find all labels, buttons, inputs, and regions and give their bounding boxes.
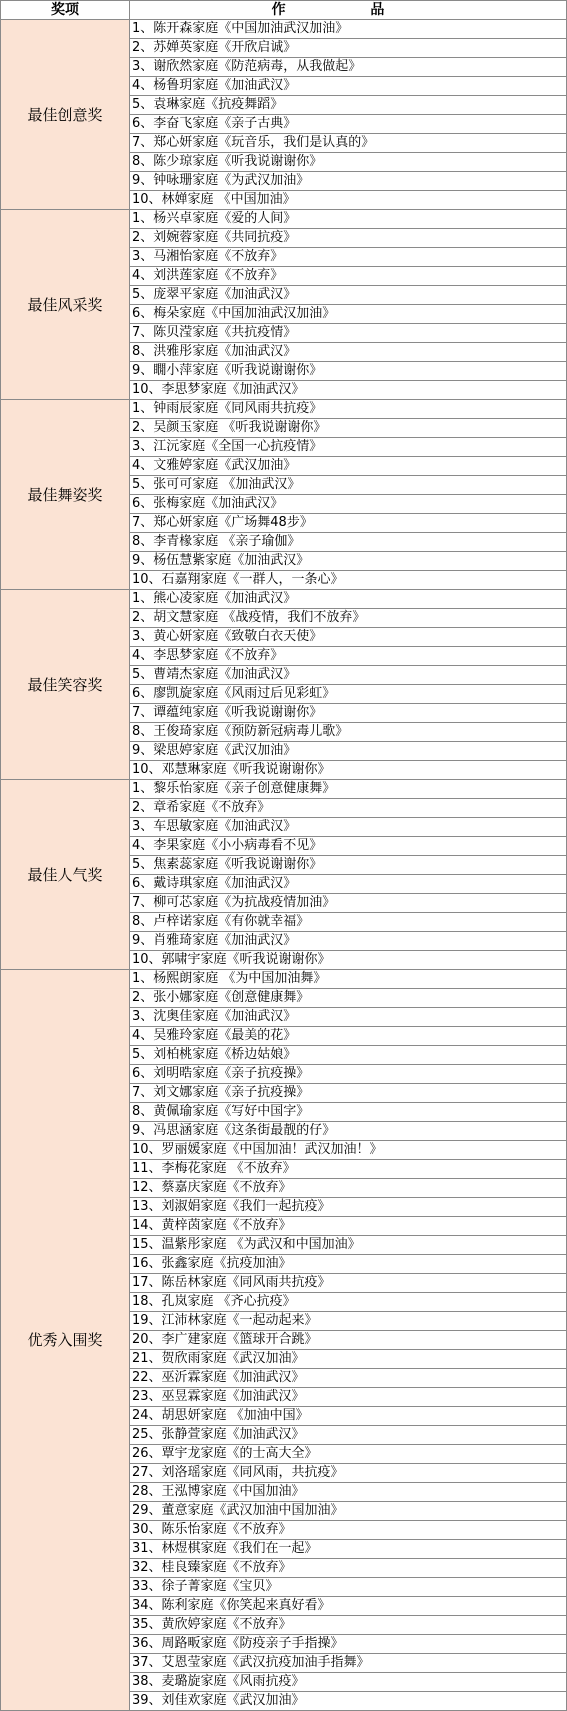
work-entry-cell: 8、卢梓诺家庭《有你就幸福》 [130,913,567,932]
work-entry-cell: 10、李思梦家庭《加油武汉》 [130,381,567,400]
work-entry-cell: 33、徐子菁家庭《宝贝》 [130,1578,567,1597]
work-entry-cell: 2、张小娜家庭《创意健康舞》 [130,989,567,1008]
work-entry-cell: 20、李广建家庭《篮球开合跳》 [130,1331,567,1350]
work-entry-cell: 9、杨伍慧紫家庭《加油武汉》 [130,552,567,571]
work-entry-cell: 8、李青椽家庭 《亲子瑜伽》 [130,533,567,552]
work-entry-cell: 1、钟雨辰家庭《同风雨共抗疫》 [130,400,567,419]
work-entry-cell: 4、李思梦家庭《不放弃》 [130,647,567,666]
work-entry-cell: 4、刘洪莲家庭《不放弃》 [130,267,567,286]
work-entry-cell: 29、董意家庭《武汉加油中国加油》 [130,1502,567,1521]
work-entry-cell: 3、黄心妍家庭《致敬白衣天使》 [130,628,567,647]
work-entry-cell: 7、陈贝滢家庭《共抗疫情》 [130,324,567,343]
table-row [1,20,567,39]
work-entry-cell: 4、杨鲁玥家庭《加油武汉》 [130,77,567,96]
work-entry-cell: 3、车思敏家庭《加油武汉》 [130,818,567,837]
table-row [1,400,567,419]
work-entry-cell: 32、桂良臻家庭《不放弃》 [130,1559,567,1578]
work-entry-cell: 2、吴颜玉家庭 《听我说谢谢你》 [130,419,567,438]
work-entry-cell: 39、刘佳欢家庭《武汉加油》 [130,1692,567,1711]
work-entry-cell: 28、王泓博家庭《中国加油》 [130,1483,567,1502]
work-entry-cell: 10、罗丽媛家庭《中国加油！武汉加油！》 [130,1141,567,1160]
work-entry-cell: 8、陈少琼家庭《听我说谢谢你》 [130,153,567,172]
award-category-cell: 最佳人气奖 [1,780,130,970]
work-entry-cell: 17、陈岳林家庭《同风雨共抗疫》 [130,1274,567,1293]
work-entry-cell: 6、张梅家庭《加油武汉》 [130,495,567,514]
table-row [1,970,567,989]
work-entry-cell: 5、刘柏桃家庭《桥边姑娘》 [130,1046,567,1065]
work-entry-cell: 8、王俊琦家庭《预防新冠病毒儿歌》 [130,723,567,742]
work-entry-cell: 16、张鑫家庭《抗疫加油》 [130,1255,567,1274]
work-entry-cell: 7、柳可芯家庭《为抗战疫情加油》 [130,894,567,913]
work-entry-cell: 9、肖雅琦家庭《加油武汉》 [130,932,567,951]
award-category-cell: 最佳舞姿奖 [1,400,130,590]
award-category-cell: 优秀入围奖 [1,970,130,1711]
work-entry-cell: 7、郑心妍家庭《玩音乐，我们是认真的》 [130,134,567,153]
work-entry-cell: 38、麦璐旋家庭《风雨抗疫》 [130,1673,567,1692]
work-entry-cell: 1、杨熙朗家庭 《为中国加油舞》 [130,970,567,989]
work-entry-cell: 9、梁思婷家庭《武汉加油》 [130,742,567,761]
work-entry-cell: 2、刘婉蓉家庭《共同抗疫》 [130,229,567,248]
header-row [1,1,567,20]
work-entry-cell: 10、石嘉翔家庭《一群人，一条心》 [130,571,567,590]
work-entry-cell: 11、李梅花家庭 《不放弃》 [130,1160,567,1179]
work-entry-cell: 9、冯思涵家庭《这条街最靓的仔》 [130,1122,567,1141]
work-entry-cell: 3、马湘怡家庭《不放弃》 [130,248,567,267]
work-entry-cell: 10、邓慧琳家庭《听我说谢谢你》 [130,761,567,780]
table-body [1,20,567,1711]
work-entry-cell: 4、吴雅玲家庭《最美的花》 [130,1027,567,1046]
work-entry-cell: 4、李果家庭《小小病毒看不见》 [130,837,567,856]
work-entry-cell: 27、刘洛瑶家庭《同风雨，共抗疫》 [130,1464,567,1483]
work-entry-cell: 26、覃宇龙家庭《的士高大全》 [130,1445,567,1464]
work-entry-cell: 10、郭啸宇家庭《听我说谢谢你》 [130,951,567,970]
work-entry-cell: 25、张静萱家庭《加油武汉》 [130,1426,567,1445]
work-entry-cell: 1、陈开森家庭《中国加油武汉加油》 [130,20,567,39]
work-entry-cell: 30、陈乐怡家庭《不放弃》 [130,1521,567,1540]
work-entry-cell: 5、焦素蕊家庭《听我说谢谢你》 [130,856,567,875]
work-entry-cell: 8、洪雅彤家庭《加油武汉》 [130,343,567,362]
work-entry-cell: 15、温紫彤家庭 《为武汉和中国加油》 [130,1236,567,1255]
work-entry-cell: 10、林婵家庭 《中国加油》 [130,191,567,210]
work-entry-cell: 8、黄佩瑜家庭《写好中国字》 [130,1103,567,1122]
work-entry-cell: 3、沈奥佳家庭《加油武汉》 [130,1008,567,1027]
work-entry-cell: 18、孔岚家庭 《齐心抗疫》 [130,1293,567,1312]
work-entry-cell: 4、文雅婷家庭《武汉加油》 [130,457,567,476]
work-entry-cell: 24、胡思妍家庭 《加油中国》 [130,1407,567,1426]
work-entry-cell: 36、周路畈家庭《防疫亲子手指操》 [130,1635,567,1654]
work-entry-cell: 5、张可可家庭 《加油武汉》 [130,476,567,495]
work-entry-cell: 35、黄欣婷家庭《不放弃》 [130,1616,567,1635]
table-row [1,590,567,609]
work-entry-cell: 6、李奋飞家庭《亲子古典》 [130,115,567,134]
work-entry-cell: 7、刘文娜家庭《亲子抗疫操》 [130,1084,567,1103]
work-entry-cell: 2、章希家庭《不放弃》 [130,799,567,818]
work-entry-cell: 31、林煜棋家庭《我们在一起》 [130,1540,567,1559]
header-works: 作 品 [130,1,567,20]
work-entry-cell: 6、廖凯旋家庭《风雨过后见彩虹》 [130,685,567,704]
work-entry-cell: 2、苏婵英家庭《开欣启诚》 [130,39,567,58]
work-entry-cell: 21、贺欣雨家庭《武汉加油》 [130,1350,567,1369]
work-entry-cell: 5、袁琳家庭《抗疫舞蹈》 [130,96,567,115]
work-entry-cell: 6、梅朵家庭《中国加油武汉加油》 [130,305,567,324]
work-entry-cell: 37、艾恩莹家庭《武汉抗疫加油手指舞》 [130,1654,567,1673]
award-category-cell: 最佳笑容奖 [1,590,130,780]
work-entry-cell: 1、黎乐怡家庭《亲子创意健康舞》 [130,780,567,799]
work-entry-cell: 5、曹靖杰家庭《加油武汉》 [130,666,567,685]
work-entry-cell: 9、瞯小萍家庭《听我说谢谢你》 [130,362,567,381]
work-entry-cell: 6、刘明晧家庭《亲子抗疫操》 [130,1065,567,1084]
work-entry-cell: 19、江沛林家庭《一起动起来》 [130,1312,567,1331]
award-category-cell: 最佳创意奖 [1,20,130,210]
work-entry-cell: 6、戴诗琪家庭《加油武汉》 [130,875,567,894]
work-entry-cell: 7、郑心妍家庭《广场舞48步》 [130,514,567,533]
work-entry-cell: 1、杨兴卓家庭《爱的人间》 [130,210,567,229]
work-entry-cell: 2、胡文慧家庭 《战疫情，我们不放弃》 [130,609,567,628]
work-entry-cell: 14、黄梓茵家庭《不放弃》 [130,1217,567,1236]
work-entry-cell: 3、江沅家庭《全国一心抗疫情》 [130,438,567,457]
award-category-cell: 最佳风采奖 [1,210,130,400]
work-entry-cell: 5、庞翠平家庭《加油武汉》 [130,286,567,305]
work-entry-cell: 22、巫沂霖家庭《加油武汉》 [130,1369,567,1388]
work-entry-cell: 1、熊心凌家庭《加油武汉》 [130,590,567,609]
header-award: 奖项 [1,1,130,20]
work-entry-cell: 13、刘淑娟家庭《我们一起抗疫》 [130,1198,567,1217]
work-entry-cell: 7、谭蕴纯家庭《听我说谢谢你》 [130,704,567,723]
work-entry-cell: 23、巫昱霖家庭《加油武汉》 [130,1388,567,1407]
work-entry-cell: 12、蔡嘉庆家庭《不放弃》 [130,1179,567,1198]
table-row [1,780,567,799]
work-entry-cell: 34、陈利家庭《你笑起来真好看》 [130,1597,567,1616]
table-row [1,210,567,229]
work-entry-cell: 9、钟咏珊家庭《为武汉加油》 [130,172,567,191]
work-entry-cell: 3、谢欣然家庭《防范病毒，从我做起》 [130,58,567,77]
